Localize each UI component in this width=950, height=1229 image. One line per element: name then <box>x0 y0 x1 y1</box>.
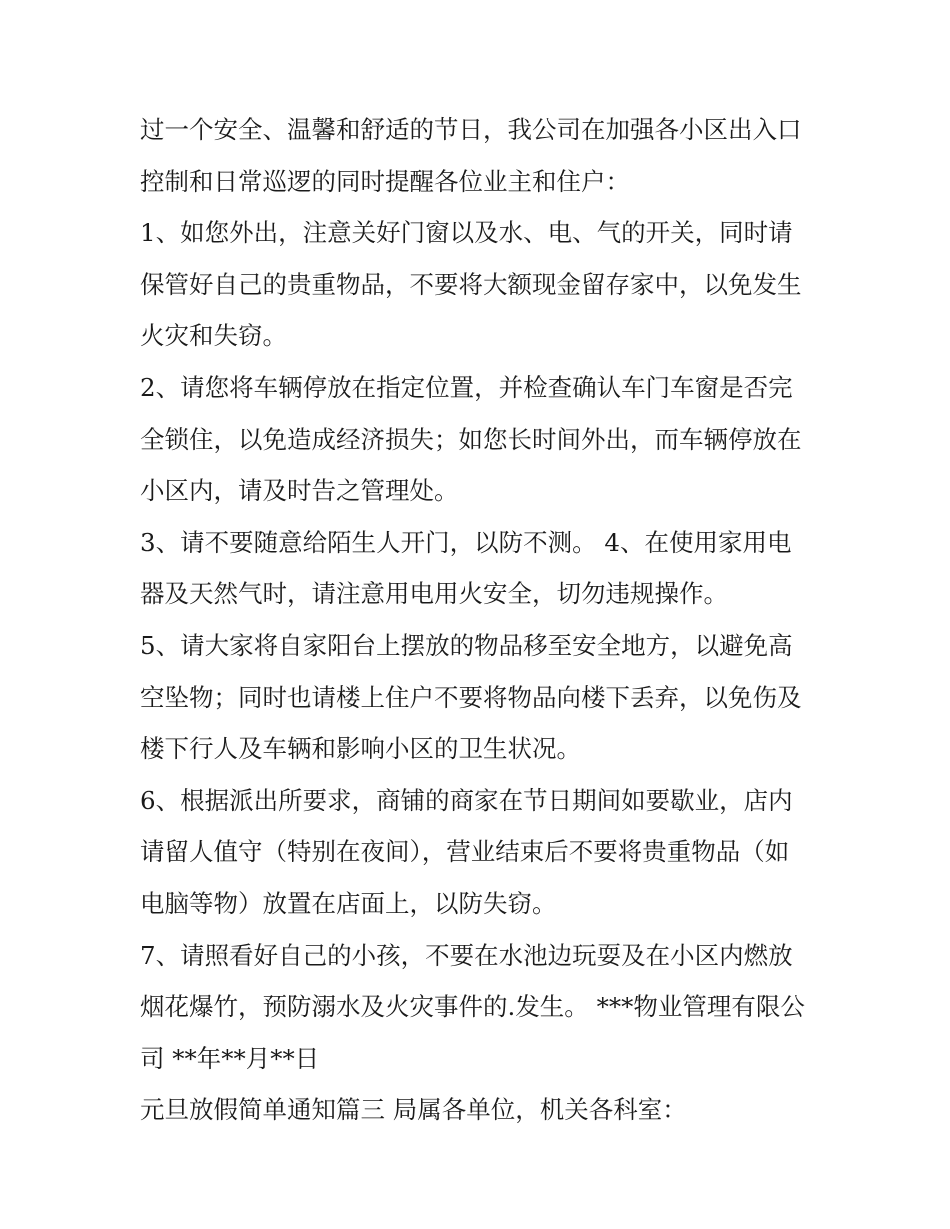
text-line: 5、请大家将自家阳台上摆放的物品移至安全地方，以避免高 <box>140 630 793 660</box>
text-line: 元旦放假简单通知篇三 局属各单位，机关各科室： <box>140 1095 687 1125</box>
text-line: 6、根据派出所要求，商铺的商家在节日期间如要歇业，店内 <box>140 785 793 815</box>
text-line: 全锁住，以免造成经济损失；如您长时间外出，而车辆停放在 <box>140 424 802 454</box>
text-line: 请留人值守（特别在夜间），营业结束后不要将贵重物品（如 <box>140 837 790 867</box>
text-line: 过一个安全、温馨和舒适的节日，我公司在加强各小区出入口 <box>140 115 802 144</box>
text-line: 司 **年**月**日 <box>140 1043 320 1073</box>
text-line: 2、请您将车辆停放在指定位置，并检查确认车门车窗是否完 <box>140 372 793 402</box>
notice-body <box>140 104 820 1136</box>
text-line: 烟花爆竹，预防溺水及火灾事件的.发生。 ***物业管理有限公 <box>140 992 805 1022</box>
text-line: 楼下行人及车辆和影响小区的卫生状况。 <box>140 734 581 764</box>
text-line: 火灾和失窃。 <box>140 321 287 351</box>
text-line: 器及天然气时，请注意用电用火安全，切勿违规操作。 <box>140 579 728 609</box>
text-line: 空坠物；同时也请楼上住户不要将物品向楼下丢弃，以免伤及 <box>140 682 802 712</box>
text-line: 1、如您外出，注意关好门窗以及水、电、气的开关，同时请 <box>140 218 793 248</box>
text-line: 小区内，请及时告之管理处。 <box>140 476 459 506</box>
text-line: 控制和日常巡逻的同时提醒各位业主和住户： <box>140 166 630 196</box>
text-line: 保管好自己的贵重物品，不要将大额现金留存家中，以免发生 <box>140 269 802 299</box>
text-line: 7、请照看好自己的小孩，不要在水池边玩耍及在小区内燃放 <box>140 940 793 970</box>
text-line: 电脑等物）放置在店面上，以防失窃。 <box>140 888 557 918</box>
text-line: 3、请不要随意给陌生人开门，以防不测。 4、在使用家用电 <box>140 527 792 557</box>
